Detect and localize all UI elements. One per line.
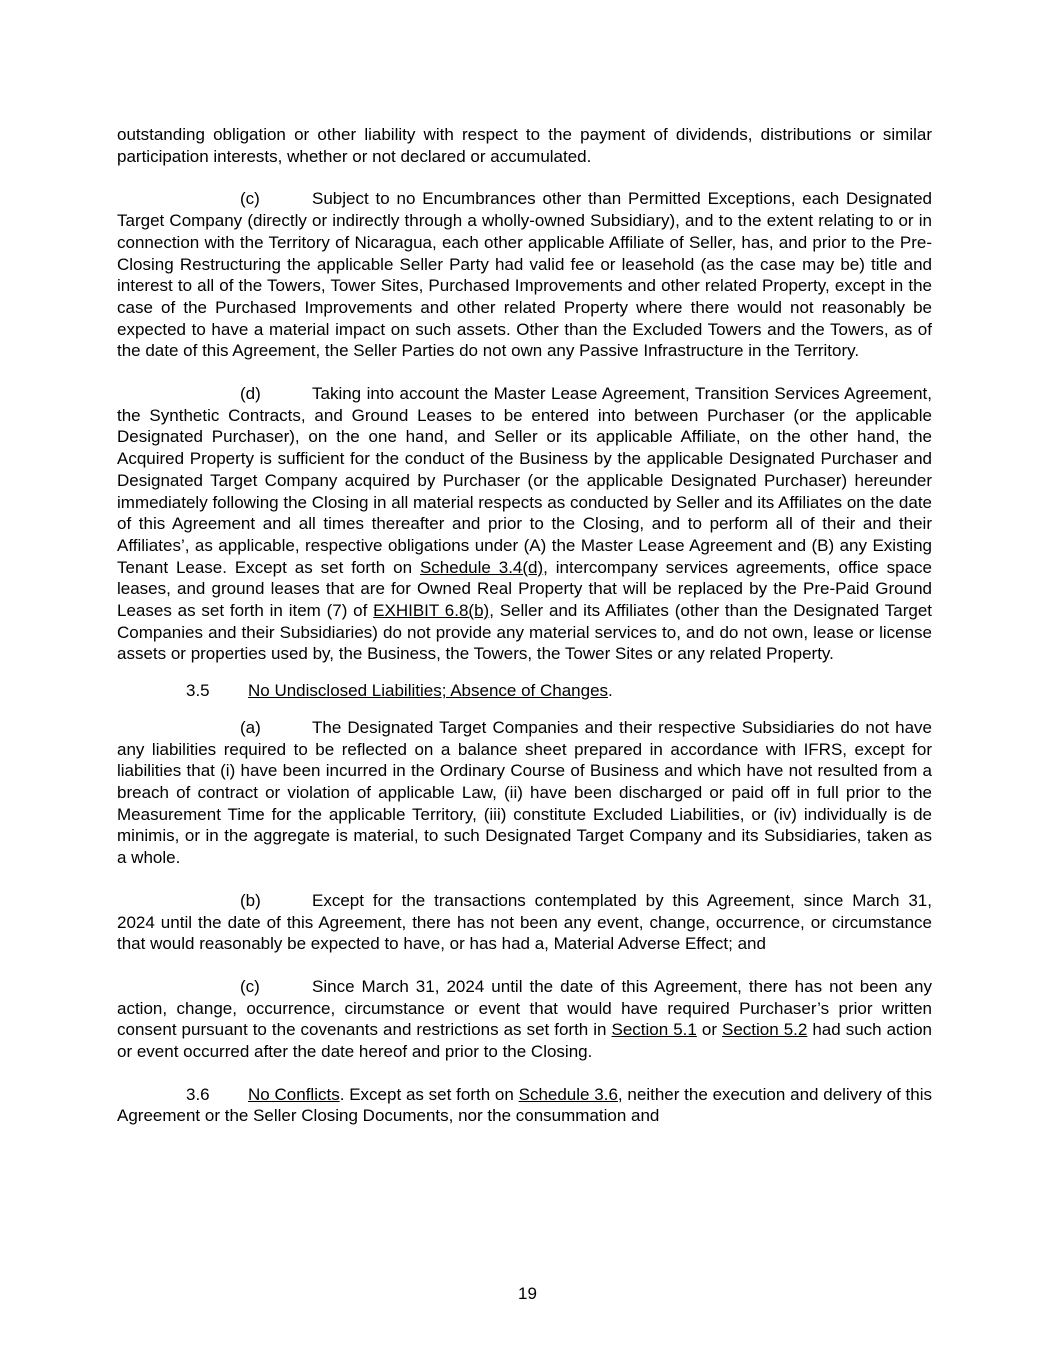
section-3-6 xyxy=(117,1084,932,1127)
clause-text: Except for the transactions contemplated by this Agreement, since March 31, 2024 until the date of this Agreement, there has not been any event, change, occurrence, or circumstance that would reasonably be expected to have, or has had a, Material Adverse Effect; and xyxy=(117,890,932,954)
clause-text: Subject to no Encumbrances other than Permitted Exceptions, each Designated Target Company (directly or indirectly through a wholly-owned Subsidiary), and to the extent relating to or in connection with the Territory of Nicaragua, each other applicable Affiliate of Seller, has, and prior to the Pre-Closing Restructuring the applicable Seller Party had valid fee or leasehold (as the case may be) title and interest to all of the Towers, Tower Sites, Purchased Improvements and other related Property, except in the case of the Purchased Improvements and other related Property where there would not reasonably be expected to have a material impact on such assets. Other than the Excluded Towers and the Towers, as of the date of this Agreement, the Seller Parties do not own any Passive Infrastructure in the Territory. xyxy=(117,189,932,361)
section-title: No Undisclosed Liabilities; Absence of Changes xyxy=(248,681,609,701)
document-page xyxy=(117,124,932,1127)
clause-3-5-c xyxy=(117,976,932,1063)
clause-label: (c) xyxy=(240,189,260,209)
page-number: 19 xyxy=(518,1284,537,1303)
clause-3-4-c xyxy=(117,188,932,362)
paragraph-continuation xyxy=(117,124,932,167)
section-title: No Conflicts xyxy=(248,1084,340,1104)
section-number: 3.5 xyxy=(186,681,210,701)
clause-3-4-d xyxy=(117,383,932,665)
section-5-1-reference: Section 5.1 xyxy=(611,1020,697,1040)
clause-3-5-a xyxy=(117,717,932,869)
schedule-3-4-d-reference: Schedule 3.4(d) xyxy=(419,557,544,577)
clause-text: The Designated Target Companies and their respective Subsidiaries do not have any liabilities required to be reflected on a balance sheet prepared in accordance with IFRS, except for liabilities that (i) have been incurred in the Ordinary Course of Business and which have not resulted from a breach of contract or violation of applicable Law, (ii) have been discharged or paid off in full prior to the Measurement Time for the applicable Territory, (iii) constitute Excluded Liabilities, or (iv) individually is de minimis, or in the aggregate is material, to such Designated Target Company and its Subsidiaries, taken as a whole. xyxy=(117,717,932,868)
exhibit-6-8-b-reference: EXHIBIT 6.8(b) xyxy=(373,601,490,621)
section-text: , neither the execution and delivery of this Agreement or the Seller Closing Documents, nor the consummation and xyxy=(117,1084,933,1126)
clause-3-5-b xyxy=(117,890,932,955)
clause-text: , intercompany services agreements, office space leases, and ground leases that are for Owned Real Property that will be replaced by the Pre-Paid Ground Leases as set forth in item (7) of xyxy=(117,557,932,621)
paragraph-text: outstanding obligation or other liability with respect to the payment of dividends, distributions or similar participation interests, whether or not declared or accumulated. xyxy=(117,125,932,166)
clause-label: (b) xyxy=(240,890,261,910)
clause-label: (c) xyxy=(240,976,260,996)
schedule-3-6-reference: Schedule 3.6 xyxy=(518,1084,618,1104)
clause-text: Since March 31, 2024 until the date of this Agreement, there has not been any action, change, occurrence, circumstance or event that would have required Purchaser’s prior written consent pursuant to the covenants and restrictions as set forth in xyxy=(117,976,932,1040)
clause-label: (a) xyxy=(240,717,261,737)
clause-text: Taking into account the Master Lease Agreement, Transition Services Agreement, the Synthetic Contracts, and Ground Leases to be entered into between Purchaser (or the applicable Designated Purchaser), on the one hand, and Seller or its applicable Affiliate, on the other hand, the Acquired Property is sufficient for the conduct of the Business by the applicable Designated Purchaser and Designated Target Company acquired by Purchaser (or the applicable Designated Purchaser) hereunder immediately following the Closing in all material respects as conducted by Seller and its Affiliates on the date of this Agreement and all times thereafter and prior to the Closing, and to perform all of their and their Affiliates’, as applicable, respective obligations under (A) the Master Lease Agreement and (B) any Existing Tenant Lease. Except as set forth on xyxy=(117,384,932,577)
clause-text: had such action or event occurred after the date hereof and prior to the Closing. xyxy=(117,1020,933,1062)
section-3-5-heading xyxy=(117,680,932,702)
clause-label: (d) xyxy=(240,384,261,404)
clause-text: , Seller and its Affiliates (other than the Designated Target Companies and their Subsidiaries) do not provide any material services to, and do not own, lease or license assets or properties used by, the Business, the Towers, the Tower Sites or any related Property. xyxy=(117,601,932,664)
section-text: . Except as set forth on xyxy=(339,1084,519,1104)
section-title-period: . xyxy=(608,681,613,701)
clause-text: or xyxy=(696,1020,722,1040)
section-5-2-reference: Section 5.2 xyxy=(722,1020,808,1040)
section-number: 3.6 xyxy=(186,1084,210,1104)
